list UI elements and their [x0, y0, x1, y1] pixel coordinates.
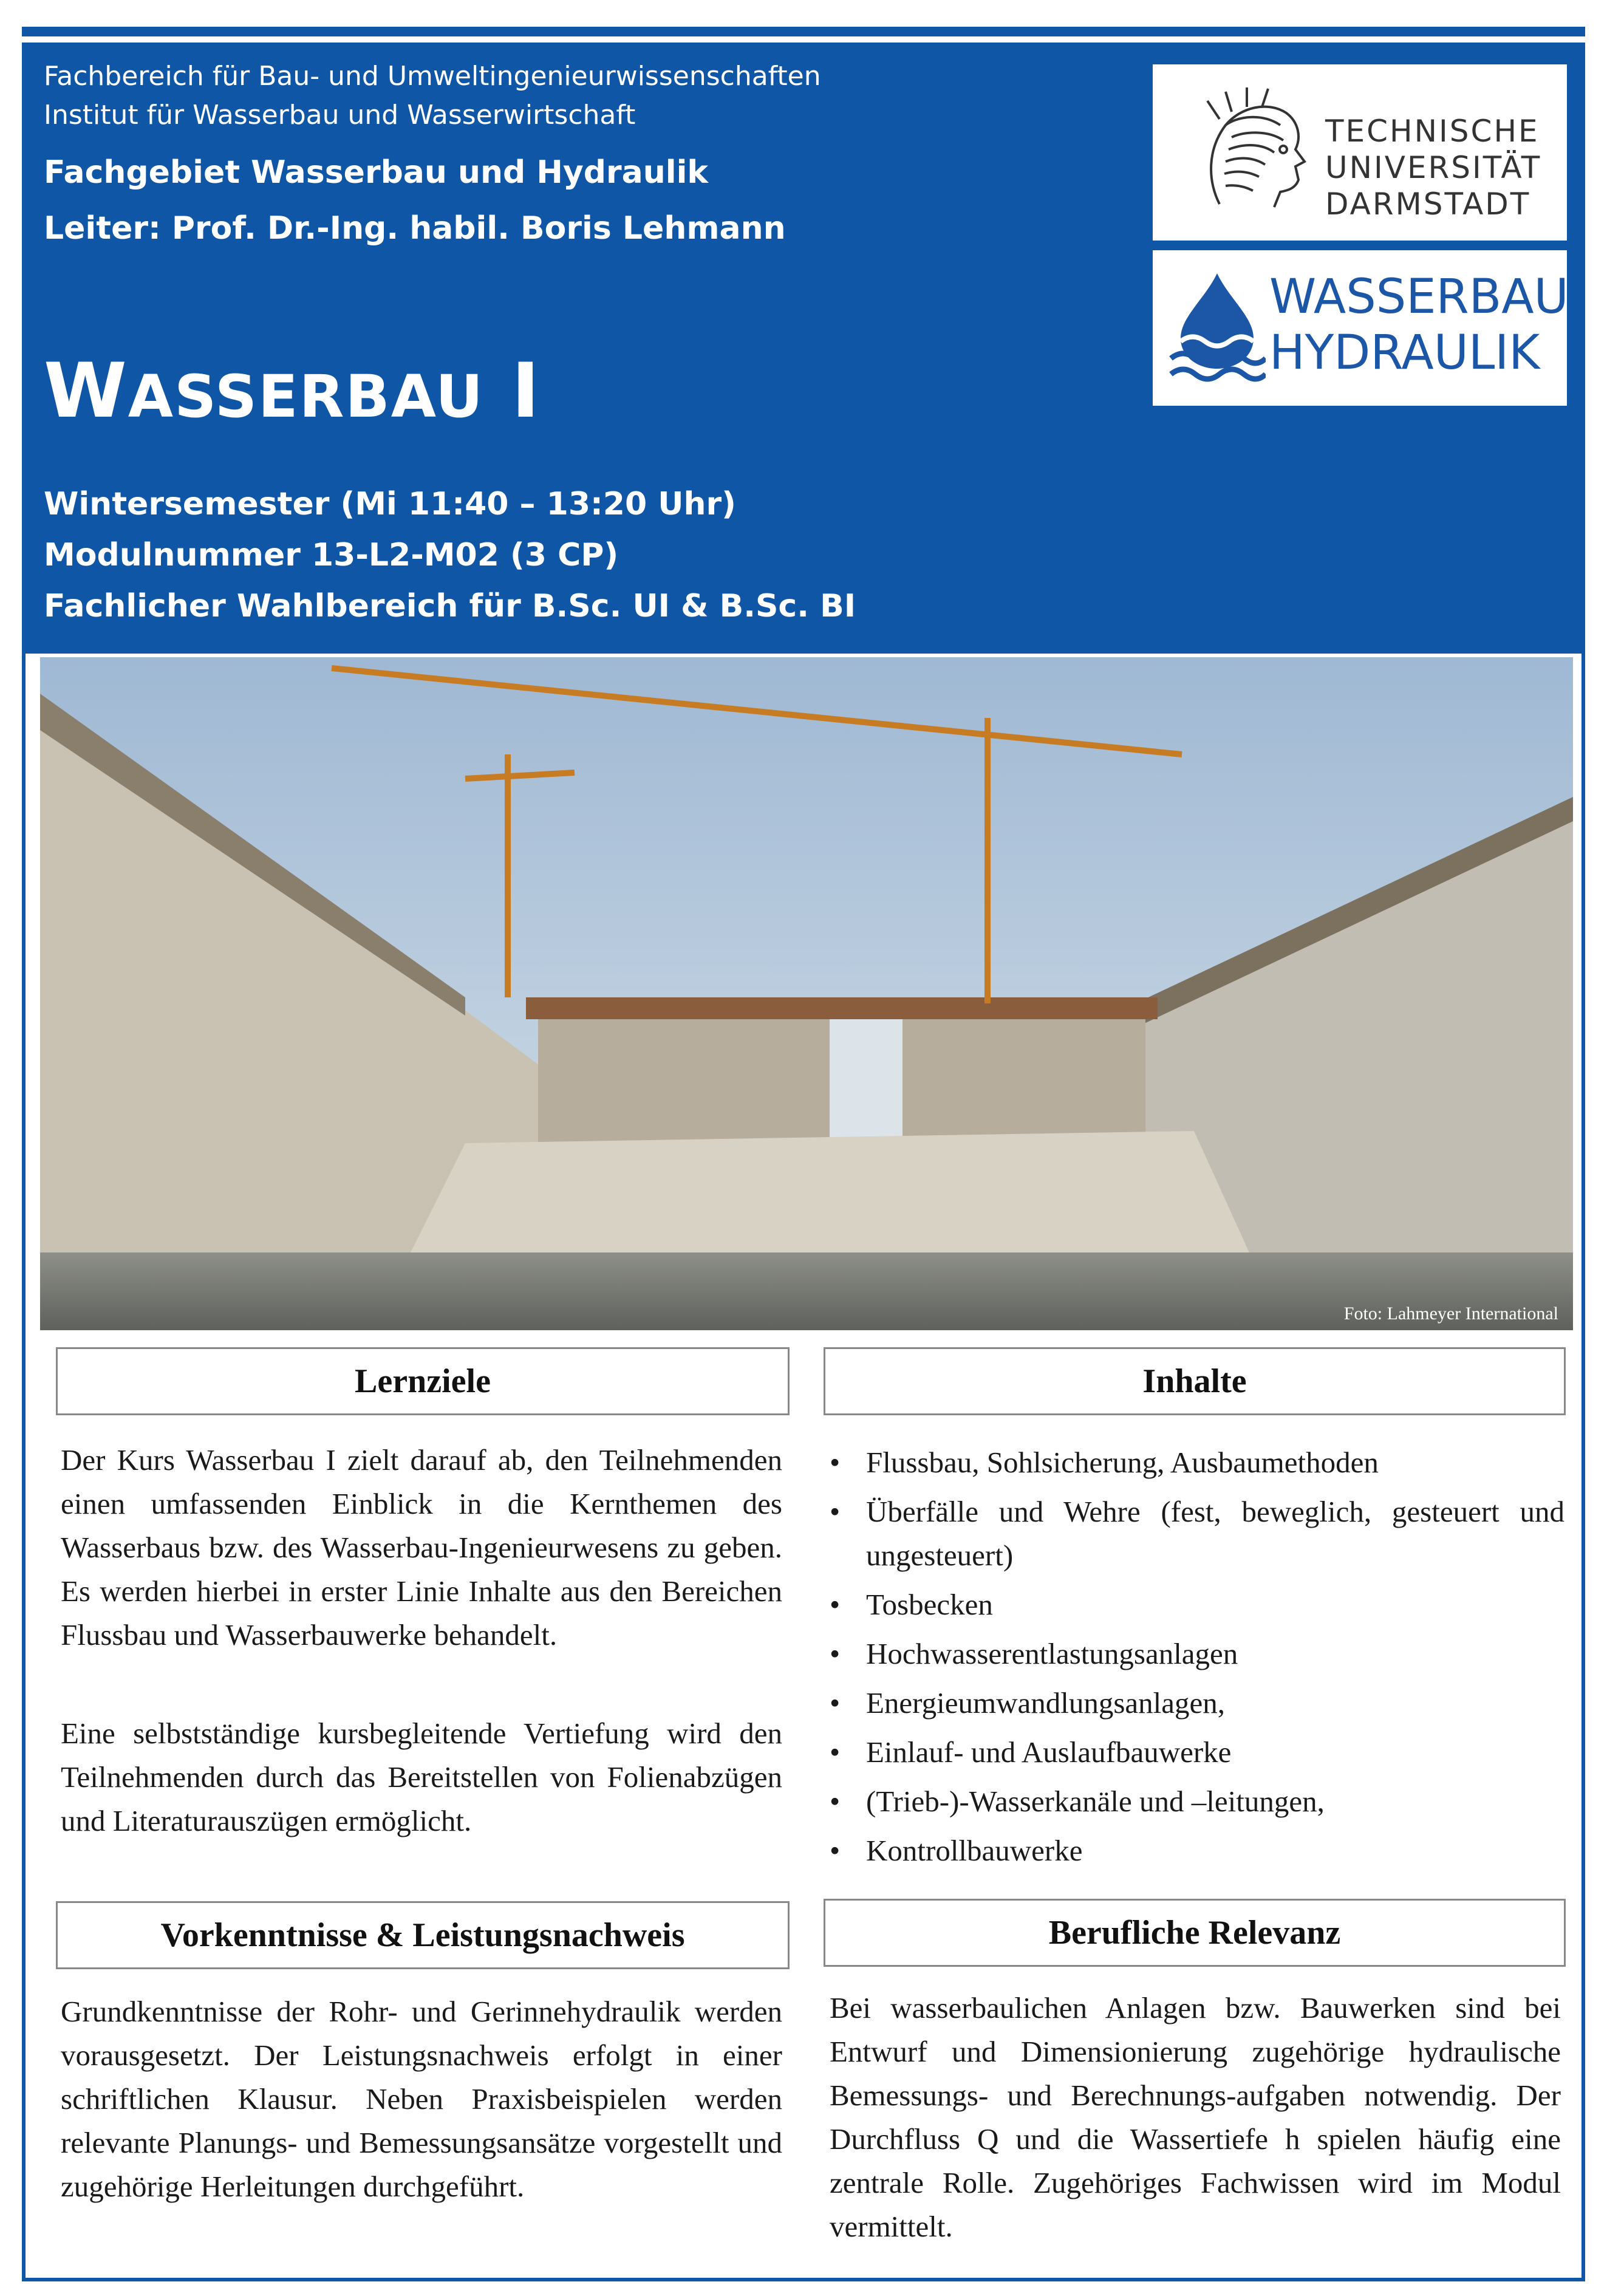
- vorkenntnisse-heading: Vorkenntnisse & Leistungsnachweis: [56, 1901, 790, 1969]
- list-item: • Einlauf- und Auslaufbauwerke: [830, 1731, 1564, 1774]
- spillway: [404, 1131, 1255, 1265]
- tu-logo-line-2: UNIVERSITÄT: [1325, 150, 1542, 185]
- course-title: [44, 347, 541, 435]
- course-title-text: WASSERBAU I: [44, 347, 541, 435]
- water-drop-icon: [1169, 268, 1266, 390]
- list-item: • Überfälle und Wehre (fest, beweglich, gesteuert und ungesteuert): [830, 1490, 1564, 1577]
- water-surface: [40, 1252, 1573, 1330]
- module-line: Modulnummer 13-L2-M02 (3 CP): [44, 537, 619, 573]
- photo-credit: Foto: Lahmeyer International: [1343, 1303, 1558, 1324]
- list-item: • (Trieb-)-Wasserkanäle und –leitungen,: [830, 1780, 1564, 1823]
- inhalte-heading: Inhalte: [824, 1347, 1566, 1415]
- elective-line: Fachlicher Wahlbereich für B.Sc. UI & B.Sc. BI: [44, 588, 856, 624]
- tu-logo-line-3: DARMSTADT: [1325, 186, 1531, 222]
- list-item: • Energieumwandlungsanlagen,: [830, 1681, 1564, 1725]
- tu-darmstadt-logo: [1153, 64, 1567, 241]
- lernziele-paragraph-1: Der Kurs Wasserbau I zielt darauf ab, den Teilnehmenden einen umfassenden Einblick in die Kernthemen des Wasserbaus bzw. des Wasserbau-Ingenieurwesens zu geben. Es werden hierbei in erster Linie Inhalte aus den Bereichen Flussbau und Wasserbauwerke behandelt.: [61, 1443, 782, 1652]
- lernziele-paragraph-2: Eine selbstständige kursbegleitende Vertiefung wird den Teilnehmenden durch das Bereitstellen von Folienabzügen und Literaturauszügen ermöglicht.: [61, 1717, 782, 1837]
- tu-logo-line-1: TECHNISCHE: [1325, 114, 1540, 149]
- athena-head-icon: [1183, 83, 1323, 222]
- top-rule: [22, 27, 1585, 36]
- relevanz-heading: Berufliche Relevanz: [824, 1899, 1566, 1967]
- inhalte-list: [830, 1441, 1564, 1878]
- field-line: Fachgebiet Wasserbau und Hydraulik: [44, 154, 709, 191]
- list-item: • Hochwasserentlastungsanlagen: [830, 1632, 1564, 1676]
- institute-line: Institut für Wasserbau und Wasserwirtschaft: [44, 100, 636, 131]
- wh-logo-line-2: HYDRAULIK: [1269, 326, 1540, 380]
- wasserbau-hydraulik-logo: [1153, 250, 1567, 406]
- wh-logo-line-1: WASSERBAU: [1269, 270, 1569, 324]
- semester-line: Wintersemester (Mi 11:40 – 13:20 Uhr): [44, 486, 736, 522]
- list-item: • Tosbecken: [830, 1583, 1564, 1627]
- lernziele-heading: Lernziele: [56, 1347, 790, 1415]
- list-item: • Kontrollbauwerke: [830, 1829, 1564, 1873]
- list-item: • Flussbau, Sohlsicherung, Ausbaumethoden: [830, 1441, 1564, 1485]
- dam-construction-photo: [40, 657, 1573, 1330]
- relevanz-paragraph: Bei wasserbaulichen Anlagen bzw. Bauwerken sind bei Entwurf und Dimensionierung zugehörige hydraulische Bemessungs- und Berechnungs-aufgaben notwendig. Der Durchfluss Q und die Wassertiefe h spielen häufig eine zentrale Rolle. Zugehöriges Fachwissen wird im Modul vermittelt.: [830, 1991, 1561, 2243]
- department-line: Fachbereich für Bau- und Umweltingenieurwissenschaften: [44, 61, 821, 92]
- bridge-deck: [526, 997, 1158, 1019]
- vorkenntnisse-paragraph: Grundkenntnisse der Rohr- und Gerinnehydraulik werden vorausgesetzt. Der Leistungsnachweis erfolgt in einer schriftlichen Klausur. Neben Praxisbeispielen werden relevante Planungs- und Bemessungsansätze vorgestellt und zugehörige Herleitungen durchgeführt.: [61, 1995, 782, 2203]
- head-line: Leiter: Prof. Dr.-Ing. habil. Boris Lehmann: [44, 210, 786, 247]
